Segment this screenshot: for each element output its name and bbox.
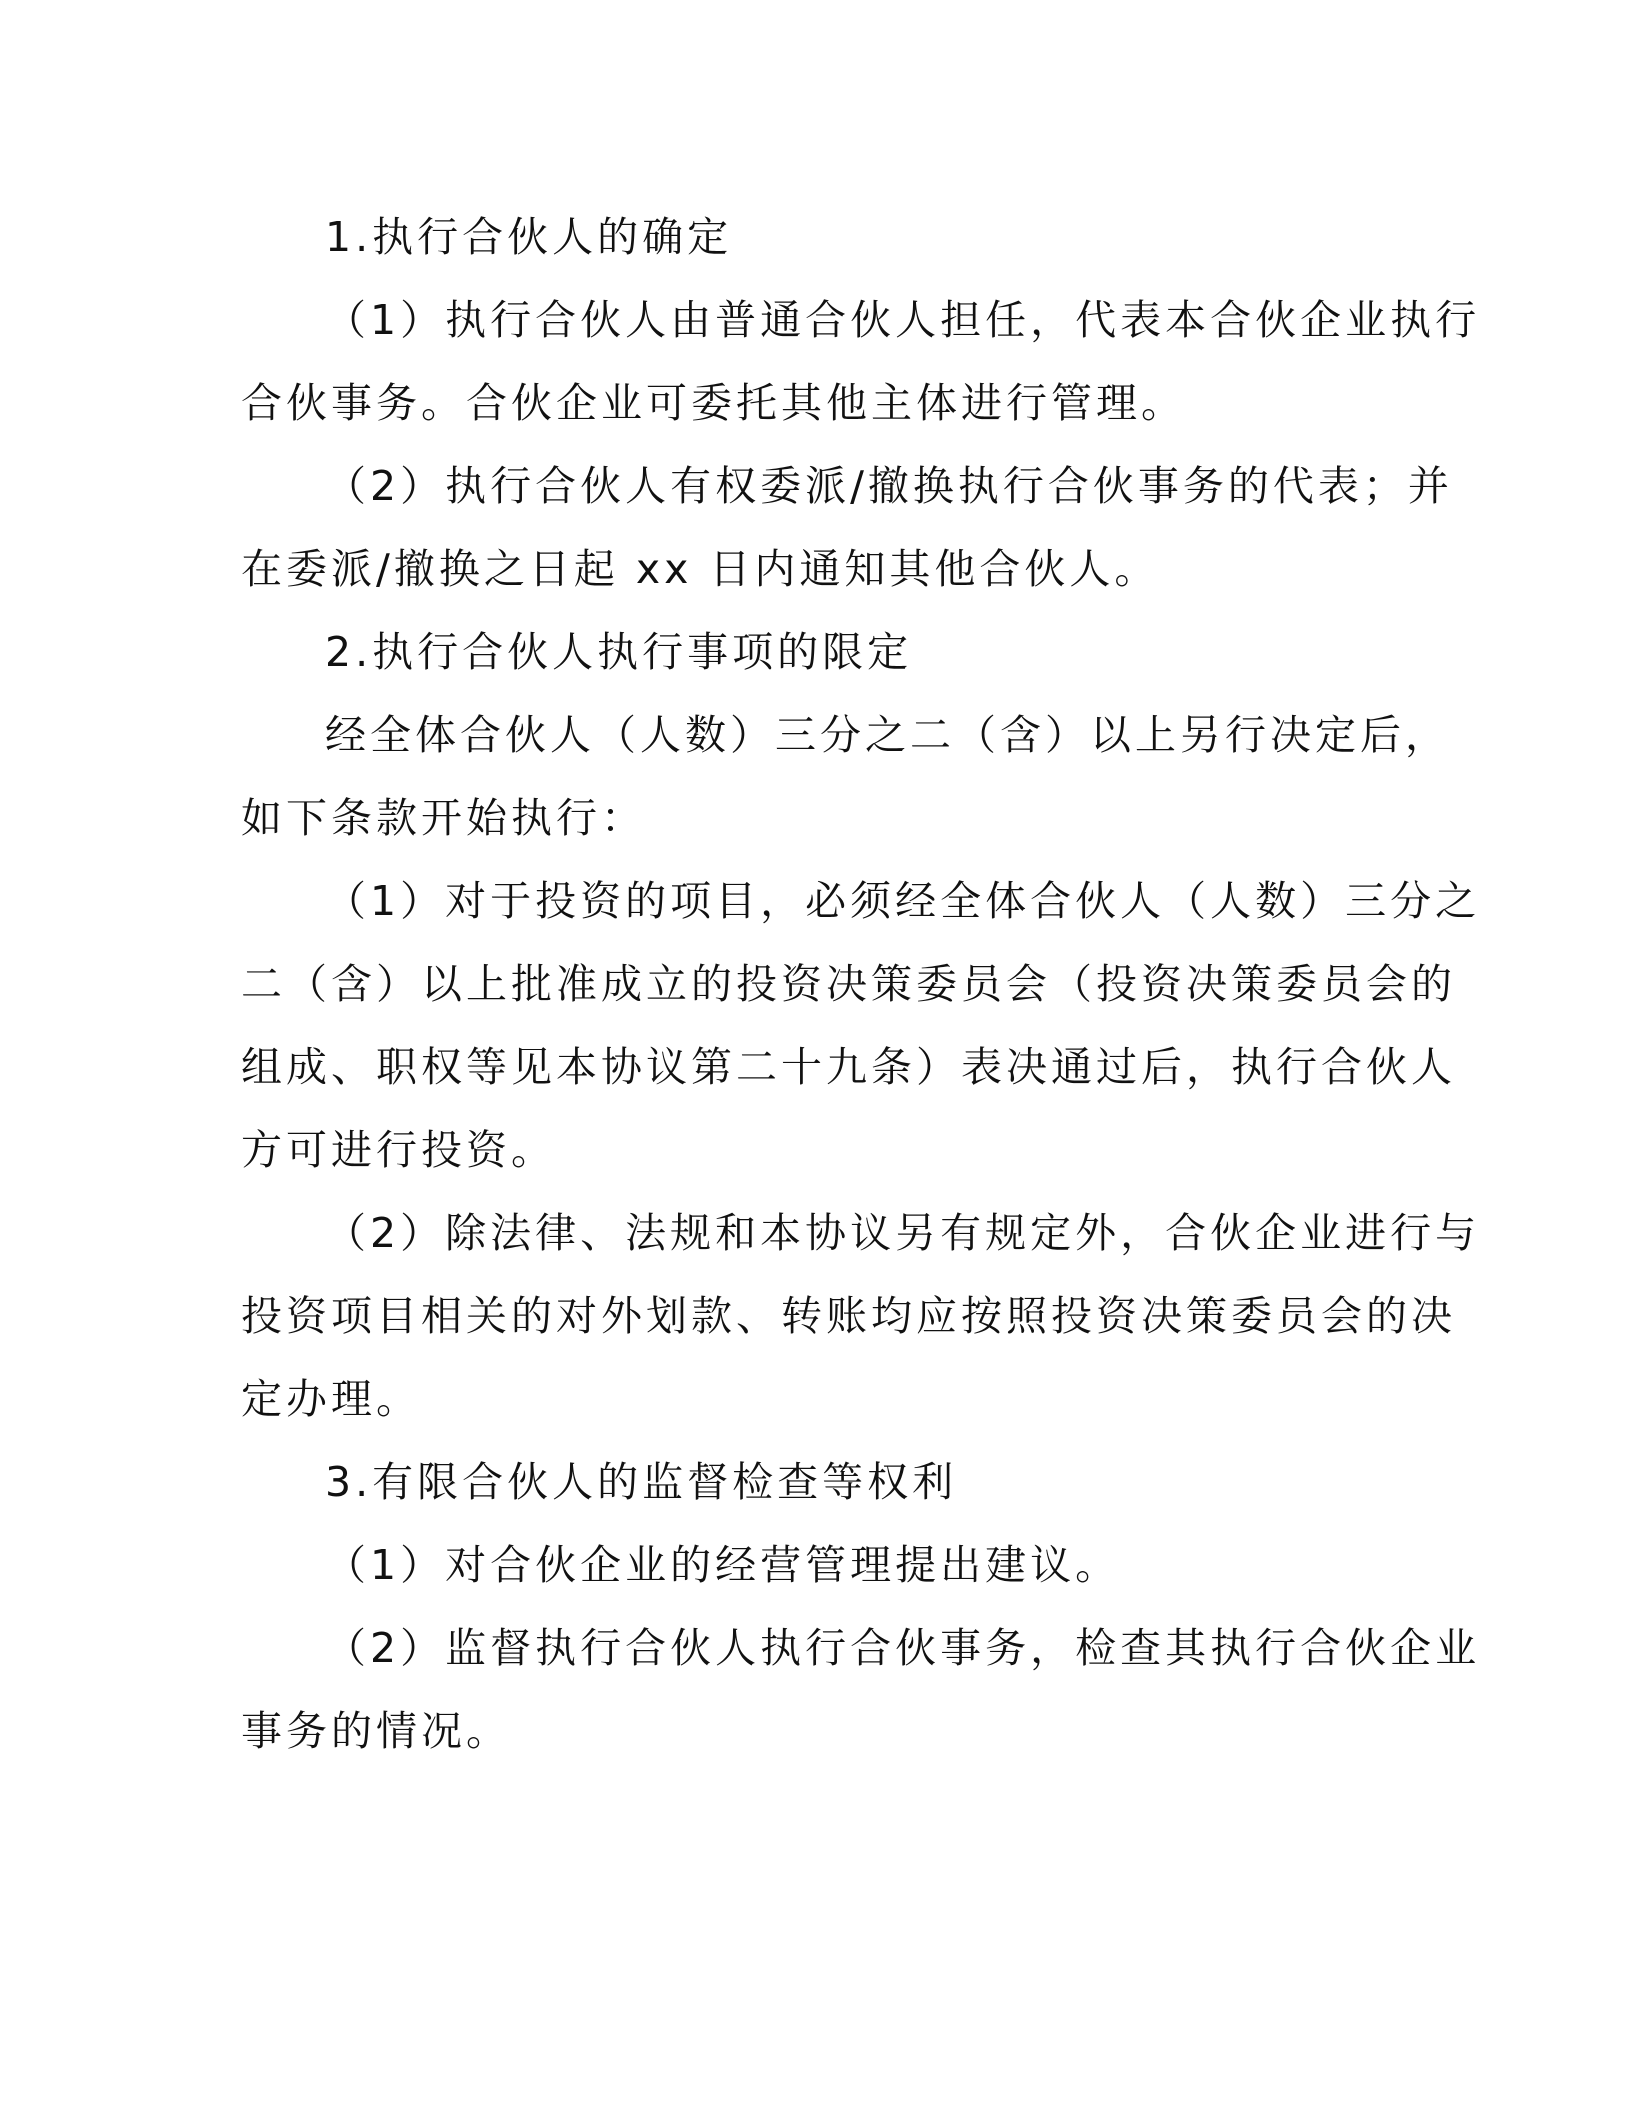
paragraph-line: 投资项目相关的对外划款、转账均应按照投资决策委员会的决 (241, 1292, 1456, 1340)
paragraph-line: 经全体合伙人（人数）三分之二（含）以上另行决定后， (325, 711, 1450, 759)
paragraph-line: （1）对合伙企业的经营管理提出建议。 (325, 1541, 1121, 1589)
section-heading-3: 3.有限合伙人的监督检查等权利 (325, 1458, 958, 1506)
document-body (241, 196, 1481, 1773)
paragraph-line: 事务的情况。 (241, 1707, 511, 1755)
paragraph-line: （1）执行合伙人由普通合伙人担任，代表本合伙企业执行 (325, 296, 1481, 344)
paragraph-line: 如下条款开始执行： (241, 794, 646, 842)
paragraph-line: 定办理。 (241, 1375, 421, 1423)
section-heading-1: 1.执行合伙人的确定 (325, 213, 733, 261)
paragraph-line: 方可进行投资。 (241, 1126, 556, 1174)
paragraph-line: （2）监督执行合伙人执行合伙事务，检查其执行合伙企业 (325, 1624, 1481, 1672)
paragraph-line: 合伙事务。合伙企业可委托其他主体进行管理。 (241, 379, 1186, 427)
section-heading-2: 2.执行合伙人执行事项的限定 (325, 628, 913, 676)
paragraph-line: （1）对于投资的项目，必须经全体合伙人（人数）三分之 (325, 877, 1481, 925)
paragraph-line: （2）除法律、法规和本协议另有规定外，合伙企业进行与 (325, 1209, 1481, 1257)
paragraph-line: 二（含）以上批准成立的投资决策委员会（投资决策委员会的 (241, 960, 1456, 1008)
paragraph-line: 在委派/撤换之日起 xx 日内通知其他合伙人。 (241, 545, 1160, 593)
paragraph-line: （2）执行合伙人有权委派/撤换执行合伙事务的代表；并 (325, 462, 1453, 510)
paragraph-line: 组成、职权等见本协议第二十九条）表决通过后，执行合伙人 (241, 1043, 1456, 1091)
